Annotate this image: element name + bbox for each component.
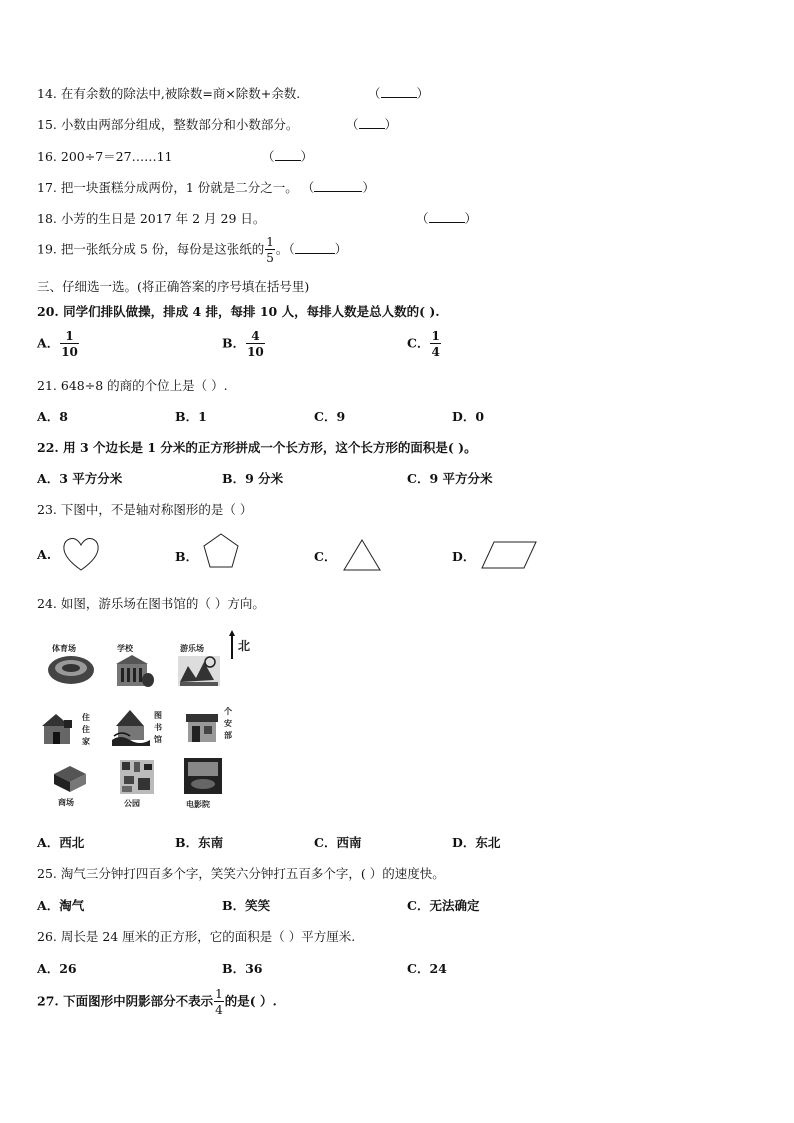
question-16 (37, 147, 172, 165)
option-23-b[interactable]: B． (175, 549, 199, 564)
residence-icon (40, 710, 78, 746)
option-20-c[interactable]: C． $\frac{1}{4}$ (407, 329, 440, 359)
fraction: $\frac{1}{10}$ (61, 329, 78, 359)
option-21-b[interactable]: B．1 (175, 409, 207, 424)
option-25-b[interactable]: B．笑笑 (222, 898, 271, 913)
option-24-d[interactable]: D．东北 (452, 835, 501, 850)
option-20-a[interactable]: A． $\frac{1}{10}$ (37, 329, 78, 359)
question-text: 下图中，不是轴对称图形的是（ ） (60, 502, 253, 517)
option-26-c[interactable]: C．24 (407, 961, 447, 976)
option-23-d[interactable]: D． (452, 549, 476, 564)
question-text: 648÷8 的商的个位上是（ ）. (60, 378, 228, 393)
question-25 (37, 864, 445, 882)
library-label-2: 书 (154, 723, 162, 732)
library-label-1: 图 (154, 711, 162, 720)
question-number: 27. (37, 993, 59, 1009)
question-number: 26. (37, 929, 57, 944)
library-icon (110, 706, 152, 748)
answer-blank[interactable] (381, 88, 417, 98)
option-26-b[interactable]: B．36 (222, 961, 263, 976)
shop-label-1: 个 (224, 707, 232, 716)
question-text: 用 3 个边长是 1 分米的正方形拼成一个长方形，这个长方形的面积是( )。 (63, 440, 477, 455)
answer-paren-15[interactable]: （ ） (346, 117, 398, 132)
fraction: $\frac{4}{10}$ (247, 329, 264, 359)
cinema-icon (182, 756, 224, 796)
question-number: 17. (37, 180, 57, 195)
question-26 (37, 927, 355, 945)
option-22-a[interactable]: A．3 平方分米 (37, 471, 123, 486)
answer-paren-16[interactable]: （ ） (262, 149, 314, 164)
mall-label: 商场 (58, 798, 74, 807)
question-number: 22. (37, 440, 59, 455)
north-label: 北 (238, 639, 251, 653)
pentagon-shape-icon (202, 532, 240, 570)
section-header-3: 三、仔细选一选。(将正确答案的序号填在括号里) (37, 279, 310, 294)
option-20-b[interactable]: B． $\frac{4}{10}$ (222, 329, 264, 359)
option-23-c[interactable]: C． (314, 549, 337, 564)
question-23 (37, 500, 252, 518)
option-22-b[interactable]: B．9 分米 (222, 471, 284, 486)
option-25-a[interactable]: A．淘气 (37, 898, 85, 913)
question-text: 200÷7＝27……11 (60, 149, 173, 164)
question-21 (37, 376, 228, 394)
question-text: 小芳的生日是 2017 年 2 月 29 日。 (60, 211, 266, 226)
question-18 (37, 209, 265, 227)
mall-icon (50, 762, 90, 794)
question-number: 24. (37, 596, 57, 611)
question-19: 19. 把一张纸分成 5 份，每份是这张纸的 $\frac{1}{5}$ 。（ ） (37, 235, 348, 265)
parallelogram-shape-icon (480, 540, 538, 570)
park-icon (118, 758, 156, 796)
answer-blank[interactable] (359, 119, 385, 129)
question-number: 19. (37, 241, 57, 257)
option-24-c[interactable]: C．西南 (314, 835, 362, 850)
answer-paren-14[interactable]: （ ） (368, 86, 430, 101)
gym-label: 体育场 (52, 644, 76, 653)
school-label: 学校 (117, 644, 133, 653)
question-text: 把一块蛋糕分成两份，1 份就是二分之一。 (60, 180, 298, 195)
residence-label-1: 住 (82, 713, 90, 722)
amusement-park-icon (176, 652, 222, 688)
option-24-a[interactable]: A．西北 (37, 835, 85, 850)
option-23-a[interactable]: A. (37, 547, 52, 562)
cinema-label: 电影院 (186, 800, 210, 809)
fraction-1-5: $\frac{1}{5}$ (266, 235, 274, 265)
question-text: 如图，游乐场在图书馆的（ ）方向。 (60, 596, 265, 611)
answer-blank[interactable] (429, 213, 465, 223)
option-24-b[interactable]: B．东南 (175, 835, 224, 850)
triangle-shape-icon (342, 538, 382, 572)
question-text: 小数由两部分组成，整数部分和小数部分。 (60, 117, 299, 132)
question-20 (37, 302, 440, 320)
option-21-d[interactable]: D．0 (452, 409, 485, 424)
question-number: 20. (37, 304, 59, 319)
question-number: 15. (37, 117, 57, 132)
question-27: 27. 下面图形中阴影部分不表示 $\frac{1}{4}$ 的是( ）. (37, 987, 277, 1017)
answer-blank[interactable] (295, 244, 335, 254)
question-15 (37, 115, 298, 133)
shop-icon (182, 710, 222, 746)
option-22-c[interactable]: C．9 平方分米 (407, 471, 493, 486)
question-text: 周长是 24 厘米的正方形，它的面积是（ ）平方厘米. (60, 929, 356, 944)
answer-blank[interactable] (275, 151, 301, 161)
question-17: 17. 把一块蛋糕分成两份，1 份就是二分之一。 （ ） (37, 180, 375, 195)
park-label: 公园 (124, 799, 140, 808)
option-21-c[interactable]: C．9 (314, 409, 346, 424)
option-25-c[interactable]: C．无法确定 (407, 898, 480, 913)
question-number: 18. (37, 211, 57, 226)
question-text: 淘气三分钟打四百多个字，笑笑六分钟打五百多个字，( ）的速度快。 (60, 866, 445, 881)
question-14 (37, 84, 300, 102)
amusement-park-label: 游乐场 (180, 644, 204, 653)
option-21-a[interactable]: A．8 (37, 409, 68, 424)
shop-label-2: 安 (224, 719, 232, 728)
question-24 (37, 594, 265, 612)
fraction-1-4: $\frac{1}{4}$ (215, 987, 223, 1017)
library-label-3: 馆 (154, 735, 162, 744)
school-building-icon (112, 652, 154, 688)
question-number: 14. (37, 86, 57, 101)
residence-label-3: 家 (82, 737, 90, 746)
question-22 (37, 438, 477, 456)
question-number: 16. (37, 149, 57, 164)
question-text: 把一张纸分成 5 份，每份是这张纸的 (60, 241, 265, 257)
shop-label-3: 部 (224, 731, 232, 740)
question-text: 同学们排队做操，排成 4 排，每排 10 人，每排人数是总人数的( ). (63, 304, 440, 319)
heart-shape-icon (62, 536, 100, 572)
question-number: 25. (37, 866, 57, 881)
answer-paren-18[interactable]: （ ） (416, 211, 478, 226)
question-text: 在有余数的除法中,被除数=商×除数+余数. (60, 86, 301, 101)
option-26-a[interactable]: A．26 (37, 961, 77, 976)
north-arrow-icon (228, 630, 236, 660)
stadium-icon (46, 652, 96, 686)
answer-blank[interactable] (314, 182, 362, 192)
residence-label-2: 住 (82, 725, 90, 734)
question-number: 23. (37, 502, 57, 517)
question-text: 下面图形中阴影部分不表示 (63, 993, 214, 1009)
fraction: $\frac{1}{4}$ (431, 329, 440, 359)
question-number: 21. (37, 378, 57, 393)
